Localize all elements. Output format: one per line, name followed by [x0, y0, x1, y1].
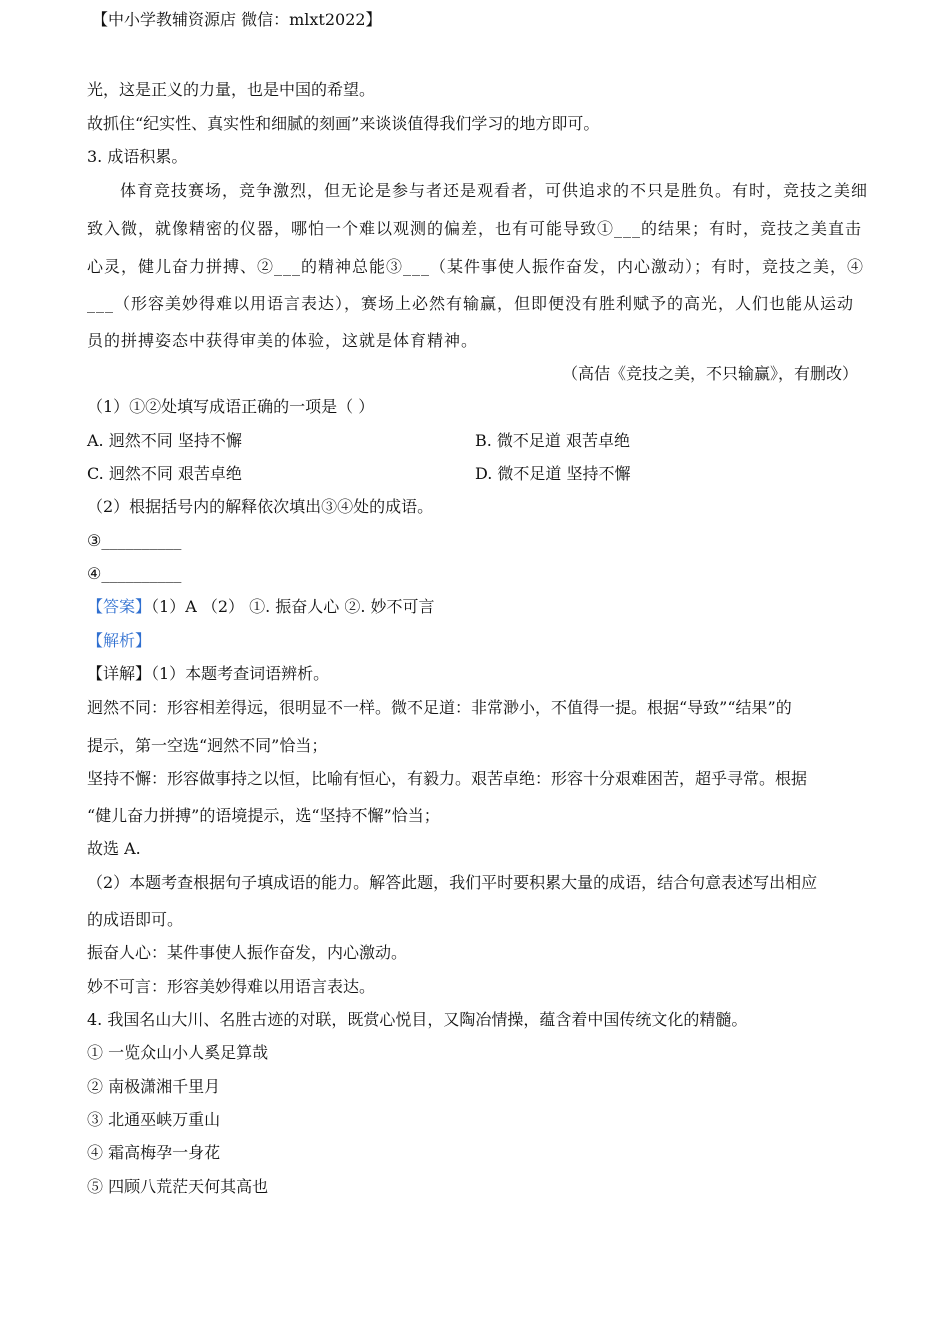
passage-line: 员的拼搏姿态中获得审美的体验，这就是体育精神。 [87, 331, 479, 350]
answer-text: （1）A （2） ①. 振奋人心 ②. 妙不可言 [151, 597, 435, 616]
couplet-item: ③ 北通巫峡万重山 [87, 1110, 221, 1129]
passage-line: 体育竞技赛场，竞争激烈，但无论是参与者还是观看者，可供追求的不只是胜负。有时，竞技之美细 [120, 181, 869, 200]
option-a: A. 迥然不同 坚持不懈 [87, 431, 242, 450]
sub-question-2: （2）根据括号内的解释依次填出③④处的成语。 [87, 497, 434, 516]
option-d: D. 微不足道 坚持不懈 [475, 464, 631, 483]
blank-3: ③__________ [87, 531, 182, 550]
detail-line: （2）本题考查根据句子填成语的能力。解答此题，我们平时要积累大量的成语，结合句意表述写出相应 [87, 873, 818, 892]
text-line: 故抓住“纪实性、真实性和细腻的刻画”来谈谈值得我们学习的地方即可。 [87, 114, 600, 133]
detail-line: 迥然不同：形容相差得远，很明显不一样。微不足道：非常渺小，不值得一提。根据“导致”“结果”的 [87, 698, 792, 717]
text-line: 光，这是正义的力量，也是中国的希望。 [87, 80, 376, 99]
sub-question-1: （1）①②处填写成语正确的一项是（ ） [87, 397, 375, 416]
watermark-header: 【中小学教辅资源店 微信：mlxt2022】 [92, 10, 382, 29]
detail-line: 【详解】（1）本题考查词语辨析。 [87, 664, 330, 683]
answer-label: 【答案】 [87, 597, 152, 616]
couplet-item: ② 南极潇湘千里月 [87, 1077, 221, 1096]
detail-line: 振奋人心：某件事使人振作奋发，内心激动。 [87, 943, 408, 962]
detail-line: 提示，第一空选“迥然不同”恰当； [87, 736, 328, 755]
couplet-item: ⑤ 四顾八荒茫天何其高也 [87, 1177, 269, 1196]
analysis-label: 【解析】 [87, 631, 152, 650]
detail-line: 故选 A. [87, 839, 141, 858]
couplet-item: ④ 霜高梅孕一身花 [87, 1143, 221, 1162]
passage-source: （高佶《竞技之美，不只输赢》，有删改） [561, 364, 858, 383]
couplet-item: ① 一览众山小人奚足算哉 [87, 1043, 269, 1062]
option-c: C. 迥然不同 艰苦卓绝 [87, 464, 242, 483]
detail-line: 的成语即可。 [87, 910, 184, 929]
answer-line [87, 597, 435, 617]
detail-line: 妙不可言：形容美妙得难以用语言表达。 [87, 977, 376, 996]
blank-4: ④__________ [87, 564, 182, 583]
question-4-title: 4. 我国名山大川、名胜古迹的对联，既赏心悦目，又陶冶情操，蕴含着中国传统文化的精髓。 [87, 1010, 748, 1029]
detail-line: “健儿奋力拼搏”的语境提示，选“坚持不懈”恰当； [87, 806, 440, 825]
question-3-title: 3. 成语积累。 [87, 147, 188, 166]
passage-line: ___（形容美妙得难以用语言表达），赛场上必然有输赢，但即便没有胜利赋予的高光，人们也能从运动 [87, 294, 855, 313]
passage-line: 心灵，健儿奋力拼搏、②___的精神总能③___（某件事使人振作奋发，内心激动）；有时，竞技之美，④ [87, 257, 865, 276]
detail-line: 坚持不懈：形容做事持之以恒，比喻有恒心，有毅力。艰苦卓绝：形容十分艰难困苦，超乎寻常。根据 [87, 769, 808, 788]
passage-line: 致入微，就像精密的仪器，哪怕一个难以观测的偏差，也有可能导致①___的结果；有时，竞技之美直击 [87, 219, 863, 238]
option-b: B. 微不足道 艰苦卓绝 [475, 431, 631, 450]
